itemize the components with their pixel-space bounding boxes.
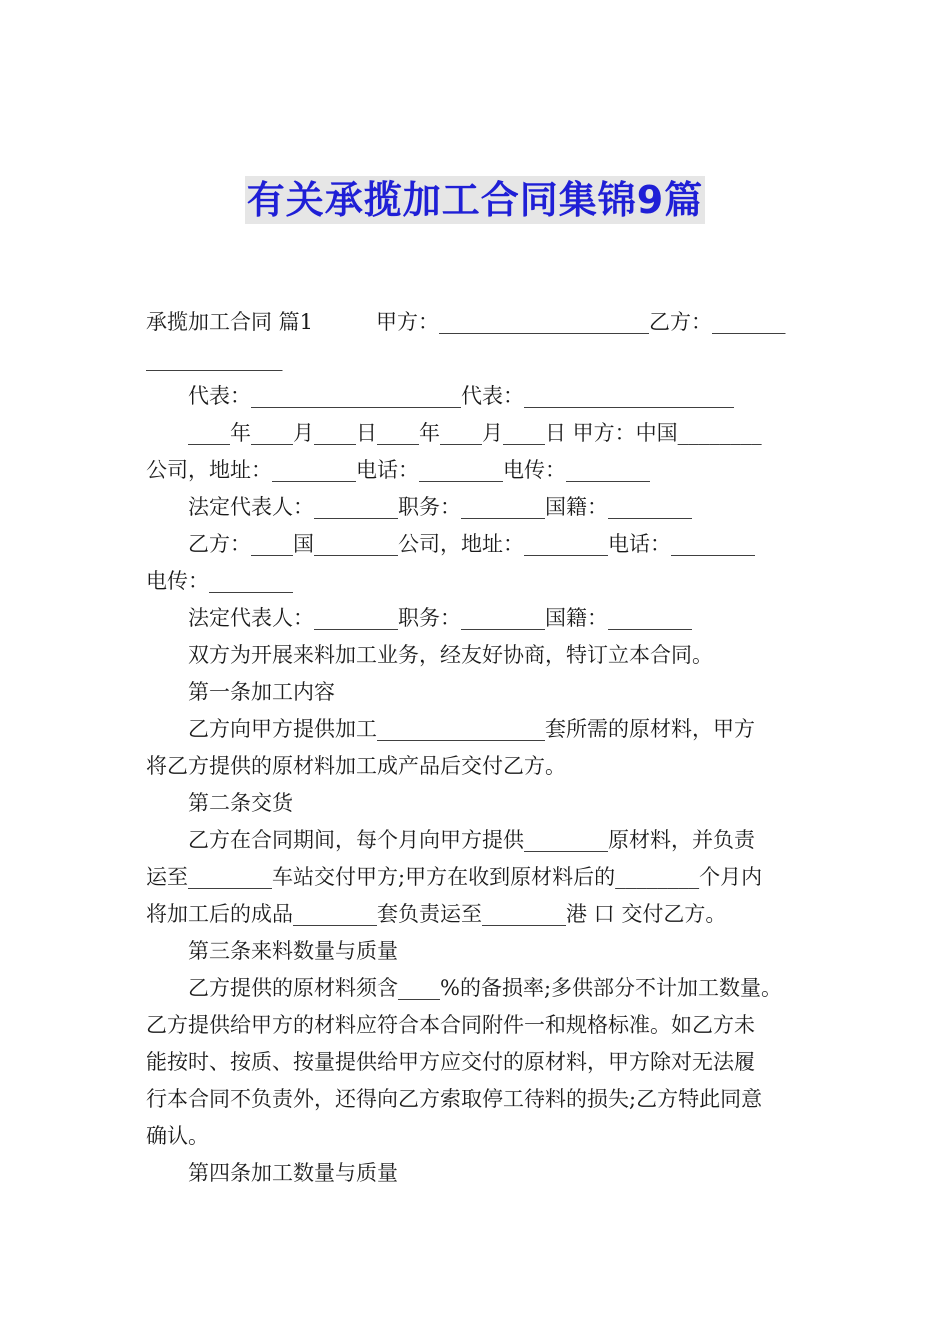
article-2-text-line-1: 乙方在合同期间，每个月向甲方提供________原材料，并负责 <box>188 828 755 852</box>
contract-heading-line: 承揽加工合同 篇1 甲方：____________________乙方：_______ <box>146 310 786 334</box>
party-a-legal-rep-line: 法定代表人：________职务：________国籍：________ <box>188 495 692 519</box>
document-title: 有关承揽加工合同集锦9篇 <box>246 178 704 222</box>
date-line: ____年____月____日____年____月____日 甲方：中国________ <box>188 421 762 445</box>
article-3-heading: 第三条来料数量与质量 <box>188 939 398 963</box>
party-b-fax-line: 电传：________ <box>146 569 293 593</box>
article-4-heading: 第四条加工数量与质量 <box>188 1161 398 1185</box>
title-container <box>0 176 950 224</box>
article-3-text-line-5: 确认。 <box>146 1124 209 1148</box>
article-3-text-line-3: 能按时、按质、按量提供给甲方应交付的原材料，甲方除对无法履 <box>146 1050 755 1074</box>
preamble-paragraph: 双方为开展来料加工业务，经友好协商，特订立本合同。 <box>188 643 713 667</box>
article-1-text-line-1: 乙方向甲方提供加工________________套所需的原材料，甲方 <box>188 717 755 741</box>
article-3-text-line-1: 乙方提供的原材料须含____%的备损率;多供部分不计加工数量。 <box>188 976 783 1000</box>
article-3-text-line-2: 乙方提供给甲方的材料应符合本合同附件一和规格标准。如乙方未 <box>146 1013 755 1037</box>
article-2-heading: 第二条交货 <box>188 791 293 815</box>
party-b-address-line: 乙方：____国________公司，地址：________电话：________ <box>188 532 755 556</box>
party-b-blank-continuation: _____________ <box>146 347 283 371</box>
article-1-heading: 第一条加工内容 <box>188 680 335 704</box>
article-3-text-line-4: 行本合同不负责外，还得向乙方索取停工待料的损失;乙方特此同意 <box>146 1087 763 1111</box>
article-2-text-line-2: 运至________车站交付甲方;甲方在收到原材料后的________个月内 <box>146 865 763 889</box>
article-2-text-line-3: 将加工后的成品________套负责运至________港 口 交付乙方。 <box>146 902 727 926</box>
party-a-contact-line: 公司，地址：________电话：________电传：________ <box>146 458 650 482</box>
representative-line: 代表：____________________代表：____________________ <box>188 384 734 408</box>
party-b-legal-rep-line: 法定代表人：________职务：________国籍：________ <box>188 606 692 630</box>
article-1-text-line-2: 将乙方提供的原材料加工成产品后交付乙方。 <box>146 754 566 778</box>
document-body <box>146 304 814 1192</box>
